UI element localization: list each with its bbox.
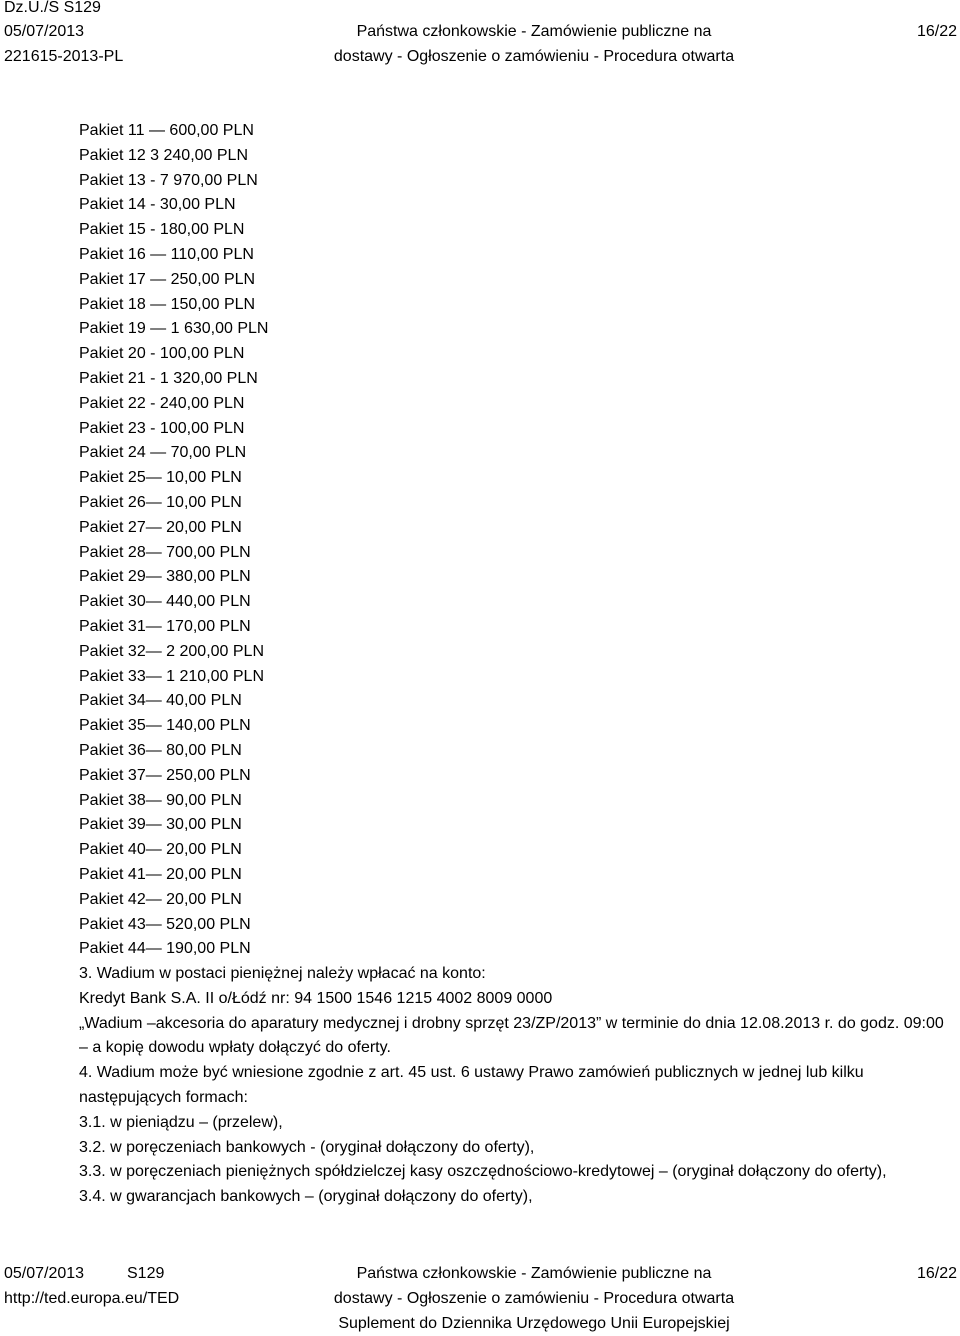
pakiet-item: Pakiet 41— 20,00 PLN <box>79 865 242 883</box>
footer-url[interactable]: http://ted.europa.eu/TED <box>4 1290 180 1307</box>
pakiet-item: Pakiet 34— 40,00 PLN <box>79 692 242 710</box>
pakiet-item: Pakiet 40— 20,00 PLN <box>79 841 242 859</box>
pakiet-item: Pakiet 11 — 600,00 PLN <box>79 122 254 139</box>
wadium-paragraph: 3.1. w pieniądzu – (przelew), <box>79 1113 283 1131</box>
pakiet-item: Pakiet 36— 80,00 PLN <box>79 741 242 759</box>
pakiet-item: Pakiet 43— 520,00 PLN <box>79 915 251 933</box>
pakiet-item: Pakiet 12 3 240,00 PLN <box>79 146 249 164</box>
pakiet-item: Pakiet 15 - 180,00 PLN <box>79 221 245 239</box>
header-page-number: 16/22 <box>916 23 957 40</box>
footer-date: 05/07/2013 <box>4 1265 85 1282</box>
pakiet-item: Pakiet 21 - 1 320,00 PLN <box>79 369 258 387</box>
pakiet-item: Pakiet 44— 190,00 PLN <box>79 940 251 958</box>
document-body <box>79 119 949 1210</box>
header-title-line1: Państwa członkowskie - Zamówienie publiczne na <box>356 23 712 40</box>
header-title-line2: dostawy - Ogłoszenie o zamówieniu - Procedura otwarta <box>333 48 735 65</box>
wadium-paragraph: 3. Wadium w postaci pieniężnej należy wpłacać na konto: <box>79 965 486 983</box>
wadium-paragraph: 4. Wadium może być wniesione zgodnie z art. 45 ust. 6 ustawy Prawo zamówień publicznych w jednej lub kilku następujących formach: <box>79 1064 864 1107</box>
pakiet-item: Pakiet 37— 250,00 PLN <box>79 766 251 784</box>
pakiet-item: Pakiet 32— 2 200,00 PLN <box>79 642 265 660</box>
page-footer <box>0 1262 960 1334</box>
page-header <box>0 0 960 75</box>
pakiet-item: Pakiet 29— 380,00 PLN <box>79 568 251 586</box>
pakiet-item: Pakiet 16 — 110,00 PLN <box>79 245 254 263</box>
pakiet-item: Pakiet 20 - 100,00 PLN <box>79 345 245 363</box>
pakiet-item: Pakiet 14 - 30,00 PLN <box>79 196 236 214</box>
pakiet-item: Pakiet 35— 140,00 PLN <box>79 717 251 735</box>
wadium-paragraph: 3.4. w gwarancjach bankowych – (oryginał dołączony do oferty), <box>79 1188 533 1206</box>
document-id: 221615-2013-PL <box>4 48 124 65</box>
footer-title-line2: dostawy - Ogłoszenie o zamówieniu - Procedura otwarta <box>333 1290 735 1307</box>
pakiet-item: Pakiet 39— 30,00 PLN <box>79 816 242 834</box>
wadium-paragraph: 3.3. w poręczeniach pieniężnych spółdzielczej kasy oszczędnościowo-kredytowej – (oryginał dołączony do oferty), <box>79 1163 887 1181</box>
pakiet-item: Pakiet 33— 1 210,00 PLN <box>79 667 265 685</box>
pakiet-item: Pakiet 28— 700,00 PLN <box>79 543 251 561</box>
footer-title-line1: Państwa członkowskie - Zamówienie publiczne na <box>356 1265 712 1282</box>
header-date: 05/07/2013 <box>4 23 85 40</box>
pakiet-item: Pakiet 23 - 100,00 PLN <box>79 419 245 437</box>
journal-ref: Dz.U./S S129 <box>4 0 101 16</box>
pakiet-item: Pakiet 27— 20,00 PLN <box>79 518 242 536</box>
pakiet-item: Pakiet 26— 10,00 PLN <box>79 493 242 511</box>
wadium-paragraph: Kredyt Bank S.A. II o/Łódź nr: 94 1500 1546 1215 4002 8009 0000 <box>79 989 553 1007</box>
pakiet-item: Pakiet 31— 170,00 PLN <box>79 617 251 635</box>
pakiet-item: Pakiet 17 — 250,00 PLN <box>79 270 256 288</box>
footer-page-number: 16/22 <box>916 1265 957 1282</box>
footer-title-line3: Suplement do Dziennika Urzędowego Unii Europejskiej <box>338 1315 730 1332</box>
pakiet-item: Pakiet 42— 20,00 PLN <box>79 890 242 908</box>
pakiet-item: Pakiet 19 — 1 630,00 PLN <box>79 320 269 338</box>
pakiet-item: Pakiet 22 - 240,00 PLN <box>79 394 245 412</box>
pakiet-item: Pakiet 18 — 150,00 PLN <box>79 295 256 313</box>
pakiet-list <box>79 119 949 962</box>
wadium-paragraph: 3.2. w poręczeniach bankowych - (oryginał dołączony do oferty), <box>79 1138 535 1156</box>
pakiet-item: Pakiet 25— 10,00 PLN <box>79 469 242 487</box>
pakiet-item: Pakiet 24 — 70,00 PLN <box>79 444 247 462</box>
pakiet-item: Pakiet 13 - 7 970,00 PLN <box>79 171 258 189</box>
pakiet-item: Pakiet 38— 90,00 PLN <box>79 791 242 809</box>
wadium-section <box>79 962 949 1210</box>
wadium-paragraph: „Wadium –akcesoria do aparatury medycznej i drobny sprzęt 23/ZP/2013” w terminie do dnia 12.08.2013 r. do godz. 09:00 – a kopię dowodu wpłaty dołączyć do oferty. <box>79 1014 944 1057</box>
pakiet-item: Pakiet 30— 440,00 PLN <box>79 593 251 611</box>
footer-series: S129 <box>127 1265 165 1282</box>
